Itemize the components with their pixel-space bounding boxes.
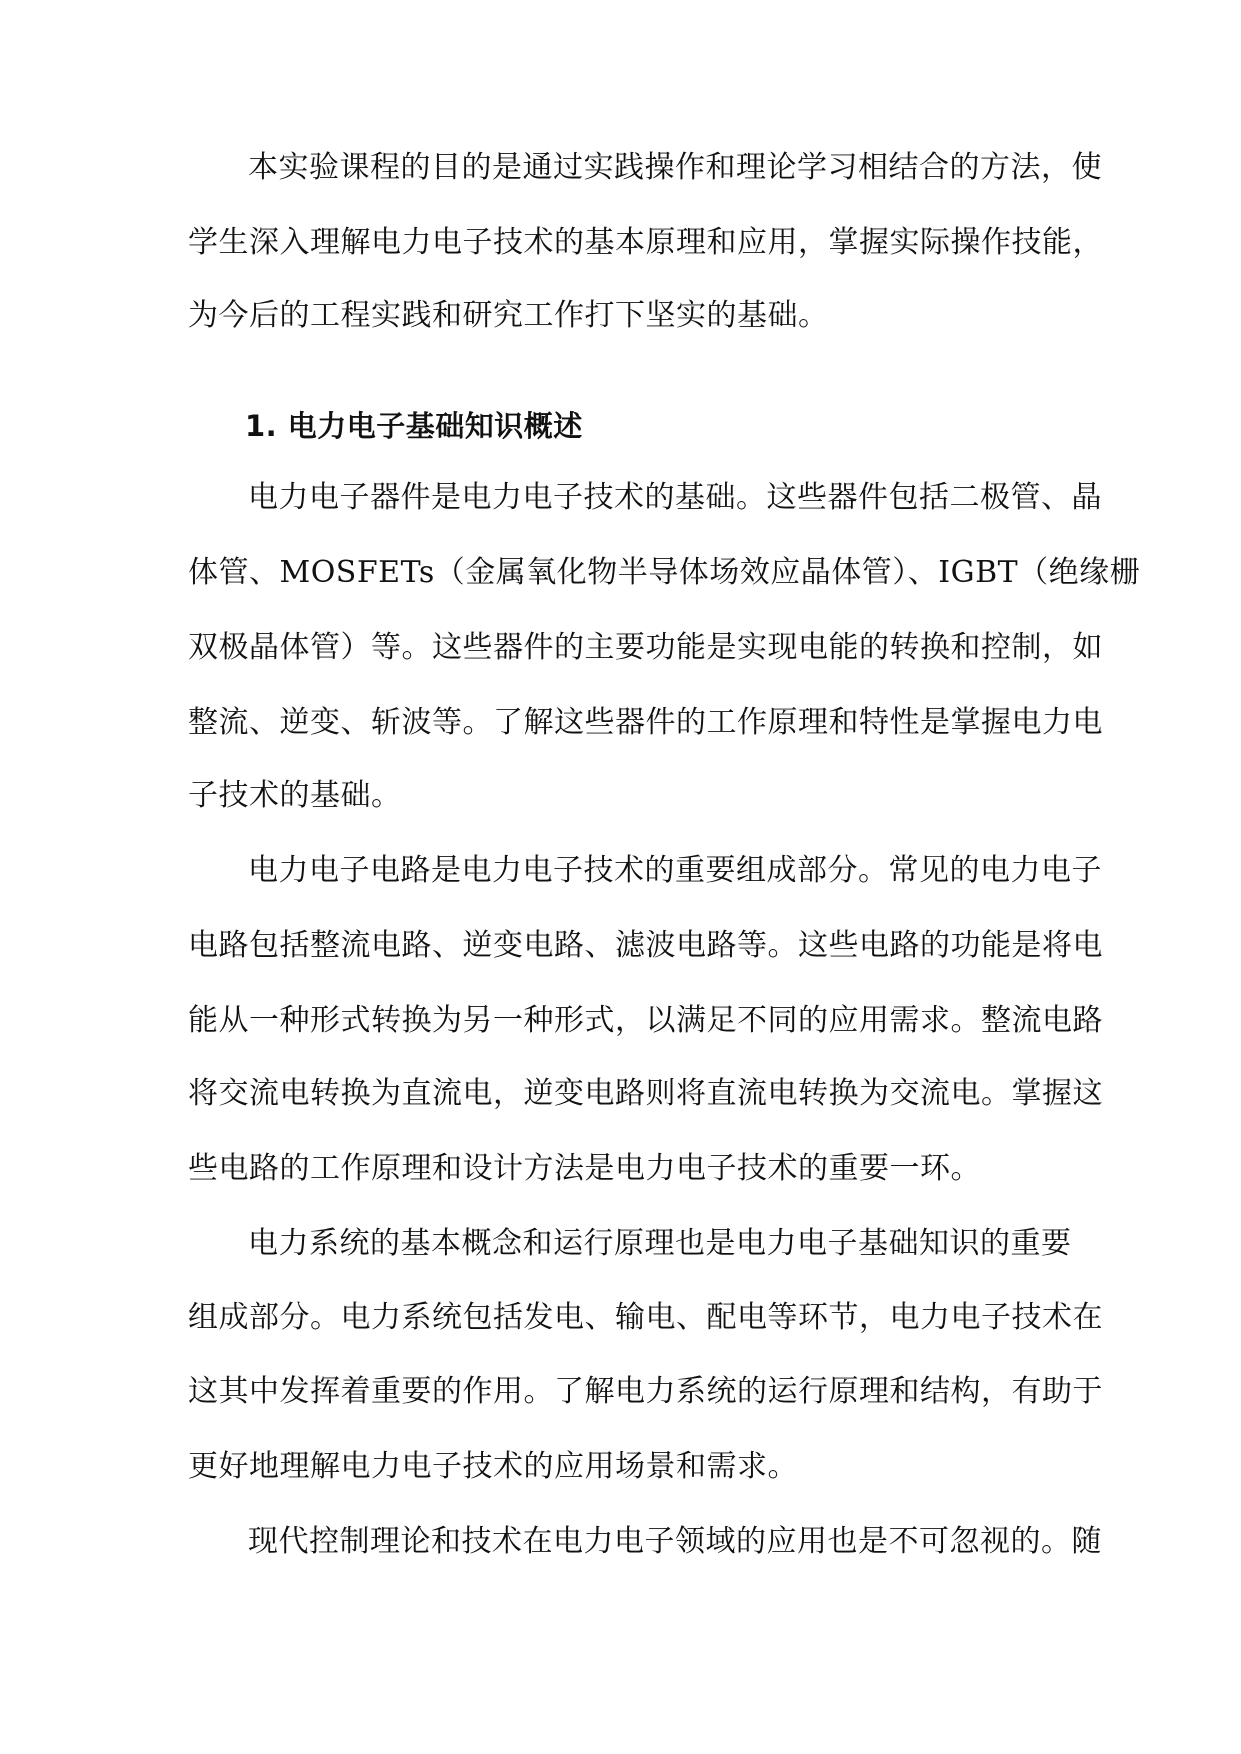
- paragraph-line: 这其中发挥着重要的作用。了解电力系统的运行原理和结构，有助于: [188, 1374, 1103, 1409]
- paragraph-line: 电力电子器件是电力电子技术的基础。这些器件包括二极管、晶: [248, 480, 1102, 515]
- paragraph-line: 组成部分。电力系统包括发电、输电、配电等环节，电力电子技术在: [188, 1300, 1103, 1335]
- section-heading: 1. 电力电子基础知识概述: [245, 409, 583, 443]
- paragraph-line: 本实验课程的目的是通过实践操作和理论学习相结合的方法，使: [248, 150, 1102, 185]
- paragraph-line: 双极晶体管）等。这些器件的主要功能是实现电能的转换和控制，如: [188, 630, 1103, 665]
- paragraph-line: 电路包括整流电路、逆变电路、滤波电路等。这些电路的功能是将电: [188, 928, 1103, 963]
- paragraph-line: 电力系统的基本概念和运行原理也是电力电子基础知识的重要: [248, 1226, 1072, 1261]
- paragraph-line: 子技术的基础。: [188, 778, 402, 813]
- paragraph-line: 为今后的工程实践和研究工作打下坚实的基础。: [188, 298, 829, 333]
- paragraph-line: 能从一种形式转换为另一种形式，以满足不同的应用需求。整流电路: [188, 1003, 1103, 1038]
- paragraph-line: 整流、逆变、斩波等。了解这些器件的工作原理和特性是掌握电力电: [188, 705, 1103, 740]
- paragraph-line: 将交流电转换为直流电，逆变电路则将直流电转换为交流电。掌握这: [188, 1076, 1103, 1111]
- paragraph-line: 学生深入理解电力电子技术的基本原理和应用，掌握实际操作技能，: [188, 225, 1103, 260]
- paragraph-line: 体管、MOSFETs（金属氧化物半导体场效应晶体管）、IGBT（绝缘栅: [188, 555, 1141, 590]
- paragraph-line: 些电路的工作原理和设计方法是电力电子技术的重要一环。: [188, 1151, 981, 1186]
- paragraph-line: 更好地理解电力电子技术的应用场景和需求。: [188, 1449, 798, 1484]
- paragraph-line: 电力电子电路是电力电子技术的重要组成部分。常见的电力电子: [248, 853, 1102, 888]
- paragraph-line: 现代控制理论和技术在电力电子领域的应用也是不可忽视的。随: [248, 1524, 1102, 1559]
